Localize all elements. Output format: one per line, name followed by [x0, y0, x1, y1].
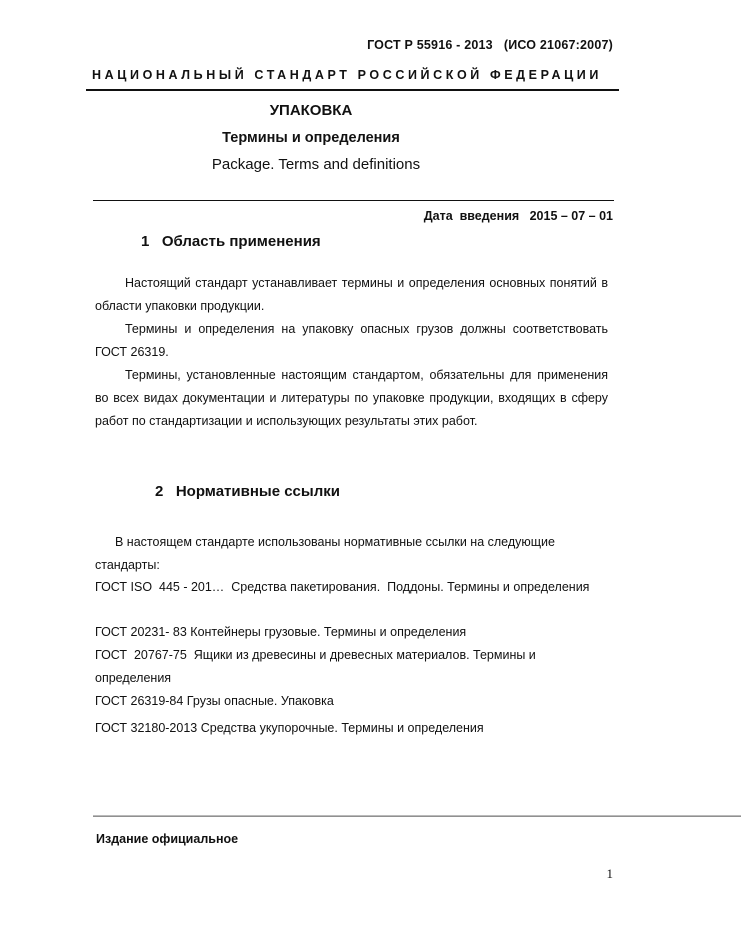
- gost-code: ГОСТ Р 55916 - 2013 (ИСО 21067:2007): [367, 38, 613, 52]
- section-1-paragraph-1: Настоящий стандарт устанавливает термины и определения основных понятий в области упаковки продукции.: [95, 276, 608, 313]
- footnote-separator: ——————————————————————————————————————————————————————: [93, 808, 741, 822]
- document-title-english: Package. Terms and definitions: [211, 156, 421, 173]
- reference-item: ГОСТ 32180-2013 Средства укупорочные. Термины и определения: [95, 721, 484, 735]
- standard-name: НАЦИОНАЛЬНЫЙ СТАНДАРТ РОССИЙСКОЙ ФЕДЕРАЦИИ: [92, 68, 602, 82]
- reference-item: ГОСТ 20231- 83 Контейнеры грузовые. Термины и определения: [95, 625, 467, 639]
- section-1-heading: 1 Область применения: [141, 233, 321, 250]
- document-subtitle: Термины и определения: [222, 130, 400, 146]
- introduction-date: Дата введения 2015 – 07 – 01: [423, 209, 613, 223]
- edition-note: Издание официальное: [96, 832, 239, 846]
- reference-item: ГОСТ 20767-75 Ящики из древесины и древесных материалов. Термины и определения: [95, 648, 540, 685]
- reference-item: ГОСТ ISO 445 - 201… Средства пакетирования. Поддоны. Термины и определения: [95, 580, 590, 594]
- section-2-heading: 2 Нормативные ссылки: [155, 483, 340, 500]
- document-title: УПАКОВКА: [269, 102, 353, 119]
- title-rule: [93, 200, 614, 201]
- reference-item: ГОСТ 26319-84 Грузы опасные. Упаковка: [95, 694, 334, 708]
- top-rule: [86, 89, 619, 91]
- page-number: 1: [606, 866, 613, 881]
- section-1-paragraph-2: Термины и определения на упаковку опасных грузов должны соответствовать ГОСТ 26319.: [95, 322, 608, 359]
- section-2-intro: В настоящем стандарте использованы нормативные ссылки на следующие стандарты:: [95, 535, 555, 572]
- section-1-paragraph-3: Термины, установленные настоящим стандартом, обязательны для применения во всех видах документации и литературы по упаковке продукции, входящих в сферу работ по стандартизации и использующих результаты этих работ.: [95, 368, 608, 428]
